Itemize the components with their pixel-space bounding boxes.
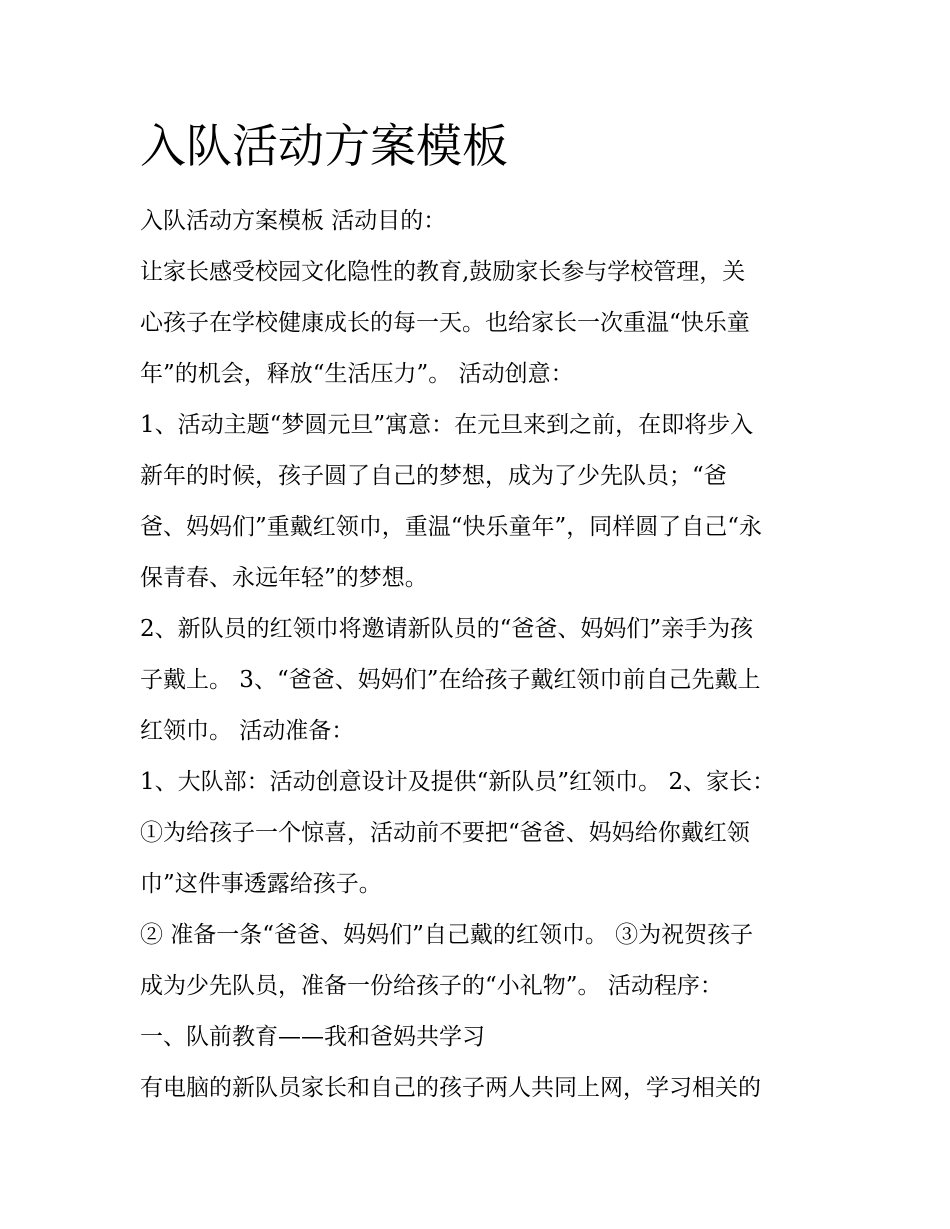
text-line: ①为给孩子一个惊喜，活动前不要把“爸爸、妈妈给你戴红领 (140, 820, 750, 846)
document-title: 入队活动方案模板 (140, 119, 508, 173)
text-line: 新年的时候，孩子圆了自己的梦想，成为了少先队员；“爸 (140, 463, 727, 489)
text-line: 爸、妈妈们”重戴红领巾，重温“快乐童年”，同样圆了自己“永 (140, 514, 763, 540)
text-line: 年”的机会，释放“生活压力”。 活动创意： (140, 361, 574, 387)
text-line: 心孩子在学校健康成长的每一天。也给家长一次重温“快乐童 (140, 310, 750, 336)
text-line: 红领巾。 活动准备： (140, 718, 355, 744)
text-line: 保青春、永远年轻”的梦想。 (140, 565, 428, 591)
text-line: 1、大队部：活动创意设计及提供“新队员”红领巾。 2、家长： (140, 769, 776, 795)
text-line: 成为少先队员，准备一份给孩子的“小礼物”。 活动程序： (140, 973, 723, 999)
text-line: 2、新队员的红领巾将邀请新队员的“爸爸、妈妈们”亲手为孩 (140, 616, 754, 642)
text-line: 一、队前教育——我和爸妈共学习 (140, 1024, 485, 1050)
text-line: 1、活动主题“梦圆元旦”寓意：在元旦来到之前，在即将步入 (140, 412, 754, 438)
text-line: ② 准备一条“爸爸、妈妈们”自己戴的红领巾。 ③为祝贺孩子 (140, 922, 754, 948)
text-line: 巾”这件事透露给孩子。 (140, 871, 382, 897)
text-line: 入队活动方案模板 活动目的： (140, 208, 447, 234)
document-body (140, 196, 820, 1114)
text-line: 子戴上。 3、“爸爸、妈妈们”在给孩子戴红领巾前自己先戴上 (140, 667, 761, 693)
text-line: 让家长感受校园文化隐性的教育,鼓励家长参与学校管理，关 (140, 259, 746, 285)
text-line: 有电脑的新队员家长和自己的孩子两人共同上网，学习相关的 (140, 1075, 761, 1101)
